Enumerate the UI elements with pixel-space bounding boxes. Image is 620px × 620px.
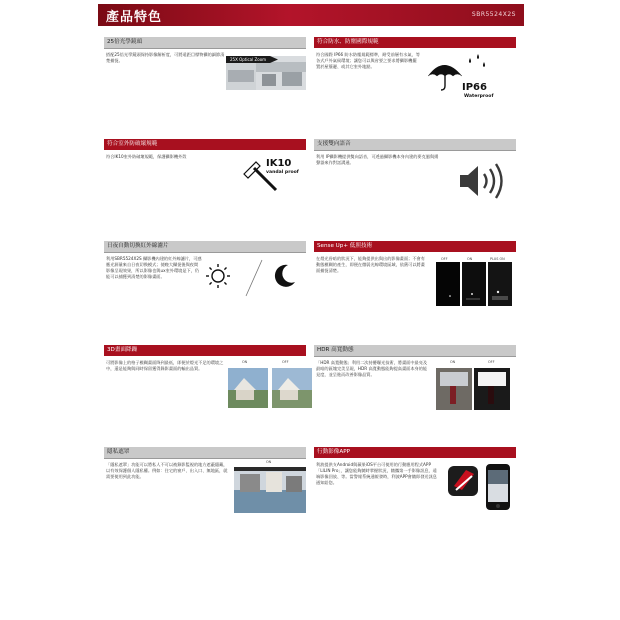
umbrella-icon (424, 52, 494, 102)
image-label: OFF (441, 257, 448, 261)
image-label: OFF (282, 360, 289, 364)
page-header (98, 4, 524, 26)
image-label: PLUS ON (490, 257, 505, 261)
zoom-comparison-image (226, 52, 306, 92)
waterproof-label: Waterproof (464, 94, 494, 99)
phone-icon (484, 462, 512, 512)
image-label: OFF (488, 360, 495, 364)
feature-title: 支援雙向語音 (314, 139, 516, 151)
feature-card-sense-up (314, 241, 516, 252)
feature-card-vandal-proof (104, 139, 306, 150)
hammer-icon (236, 154, 300, 198)
hdr-comparison (434, 360, 514, 412)
feature-card-two-way-audio (314, 139, 516, 151)
feature-card-mobile-app (314, 447, 516, 458)
feature-desc: 「HDR 高寬動態」利用二次持擾曝光技術，將畫面中最亮及最暗的區塊完美呈現，HDR 高寬動態能夠提高畫面本身的能見度，並呈進而改善影像品質。 (316, 360, 428, 377)
model-number: SBR5524X2S (471, 11, 516, 18)
feature-card-waterproof (314, 37, 516, 48)
page-title: 產品特色 (106, 10, 163, 25)
sun-icon (204, 262, 232, 290)
zoom-label: 25X Optical Zoom (230, 57, 267, 62)
privacy-mask-image (232, 460, 308, 514)
feature-title: 符合室外防破壞規範 (104, 139, 306, 150)
feature-desc: 利用SBR5524X2S 攝影機內建的紅外線濾片，可感應光源量來自日夜切換模式；使晚大攝捉後與夜間影像呈現效果，所以影像也與ux室外環境是下，仍能可以捕獲到清楚的影像畫面。 (106, 256, 202, 279)
feature-title: HDR 高寬動態 (314, 345, 516, 357)
feature-desc: 可將影像上的格子模糊畫面降到最低，即便於燈光不足的環境之中，還是能夠與同時保留獲得錄影畫面的輸出品質。 (106, 360, 224, 371)
feature-card-privacy-mask (104, 447, 306, 459)
feature-title: 行動影像APP (314, 447, 516, 458)
moon-icon (270, 262, 298, 290)
feature-desc: 利用 IP攝影機提供雙向語音，可透過攝影機本身內建的麥克風與揚聲器來作對話溝通。 (316, 154, 439, 165)
feature-desc: 搭配25倍光學鏡頭保持影像解析度，可將遠距目標物攝的細節清楚捕捉。 (106, 52, 225, 63)
feature-title: 3D畫面降躁 (104, 345, 306, 356)
feature-title: Sense Up+ 低照技術 (314, 241, 516, 252)
divider-slash (244, 258, 264, 298)
feature-title: 符合防水、防塵國際規範 (314, 37, 516, 48)
feature-desc: 符合IK10室外防破壞規範，保護攝影機外殼 (106, 154, 187, 159)
image-label: ON (467, 257, 473, 261)
feature-desc: 在燈光昏暗的狀況下，能夠提供出與出的影像畫面；不會有動態模糊的產生，即便在微弱光線環境區域，依舊可以將畫面捕捉清楚。 (316, 256, 425, 273)
vandal-proof-label: vandal proof (266, 170, 299, 175)
feature-desc: 符合國際 IP66 防水防塵規範標準，耐受前層有水氣，等各式戶外氣候環境；讓您可以與省要之要求將攝影機擺置於屋簷邊、或其它室外地點。 (316, 52, 420, 69)
speaker-icon (456, 158, 510, 204)
feature-title: 25倍光學鏡頭 (104, 37, 306, 49)
feature-desc: 「隱私遮罩」功能可以將私人不可以被錄影監視的地方遮蔽隱藏，以有效保護個人隱私權。例如：住宅的窗戶、出入口、無地區，就需要使用到此功能。 (106, 462, 228, 479)
image-label: ON (242, 360, 248, 364)
dnr-comparison (226, 360, 318, 410)
feature-card-optical-zoom (104, 37, 306, 49)
feature-title: 日夜自動切換紅外線濾片 (104, 241, 306, 253)
feature-card-3d-dnr (104, 345, 306, 356)
feature-desc: 利波提供支Android與蘋果iOS平台可使用的行動應用程式APP「LILIN Pro」，讓您能夠隨時掌握狀況，隨攜第一手影像訊息，遠端影像回放、等。當警報系統通報發時，利波APP會隨即發送訊息通知給您。 (316, 462, 437, 485)
image-label: ON (450, 360, 456, 364)
feature-title: 隱私遮罩 (104, 447, 306, 459)
sense-up-comparison (434, 256, 514, 308)
feature-card-day-night (104, 241, 306, 253)
feature-card-hdr (314, 345, 516, 357)
ik10-badge: IK10 (266, 158, 292, 169)
image-label: ON (266, 460, 272, 464)
ip66-badge: IP66 (462, 82, 487, 93)
